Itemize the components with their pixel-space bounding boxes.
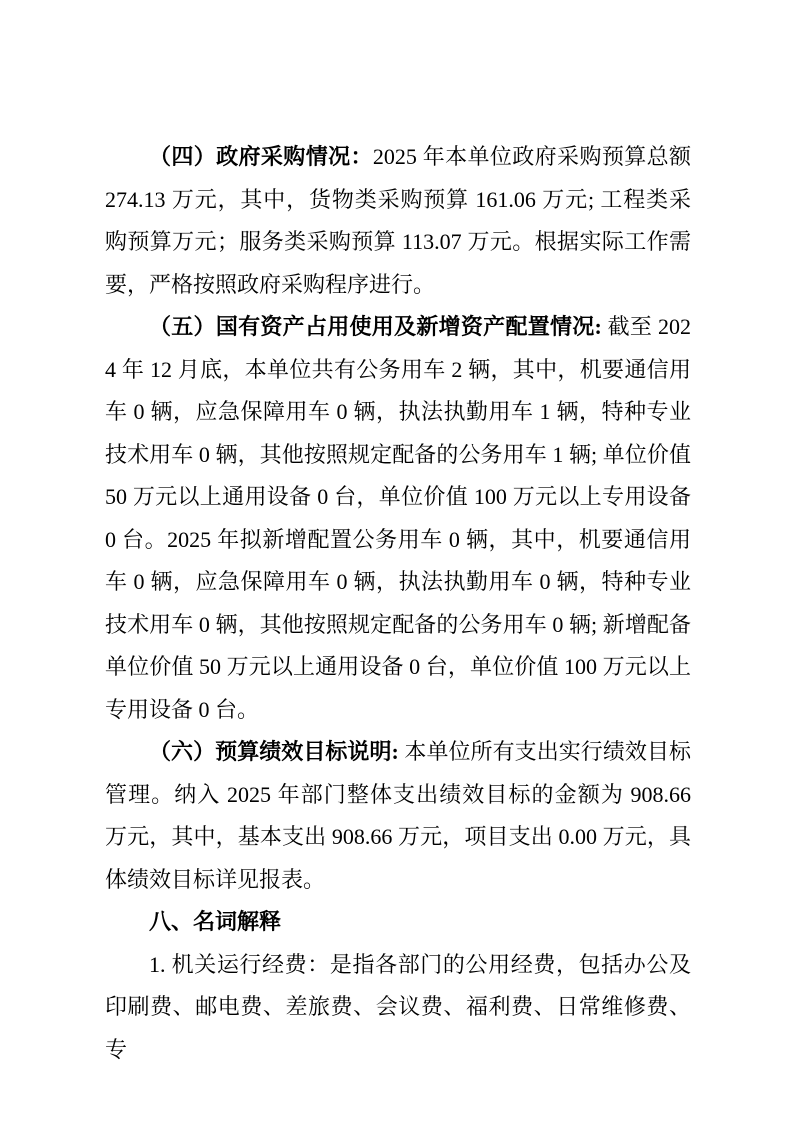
term-body-1: 1. 机关运行经费：是指各部门的公用经费，包括办公及印刷费、邮电费、差旅费、会议费、福利费、日常维修费、专: [105, 951, 691, 1062]
paragraph-body-6: 本单位所有支出实行绩效目标管理。纳入 2025 年部门整体支出绩效目标的金额为 908.66 万元，其中，基本支出 908.66 万元，项目支出 0.00 万元，具体绩效目标详见报表。: [105, 739, 691, 892]
document-content: [105, 136, 691, 1071]
paragraph-body-5: 截至 2024 年 12 月底，本单位共有公务用车 2 辆，其中，机要通信用车 0 辆，应急保障用车 0 辆，执法执勤用车 1 辆，特种专业技术用车 0 辆，其他按照规定配备的公务用车 1 辆; 单位价值 50 万元以上通用设备 0 台，单位价值 100 万元以上专用设备 0 台。2025 年拟新增配置公务用车 0 辆，其中，机要通信用车 0 辆，应急保障用车 0 辆，执法执勤用车 0 辆，特种专业技术用车 0 辆，其他按照规定配备的公务用车 0 辆; 新增配备单位价值 50 万元以上通用设备 0 台，单位价值 100 万元以上专用设备 0 台。: [105, 314, 691, 722]
paragraph-heading-6: （六）预算绩效目标说明:: [149, 739, 399, 764]
paragraph-heading-5: （五）国有资产占用使用及新增资产配置情况:: [149, 314, 602, 339]
paragraph-body-4: 2025 年本单位政府采购预算总额 274.13 万元，其中，货物类采购预算 161.06 万元; 工程类采购预算万元；服务类采购预算 113.07 万元。根据实际工作需要，严格按照政府采购程序进行。: [105, 144, 691, 297]
section-heading-glossary: 八、名词解释: [149, 909, 282, 934]
paragraph-performance-targets: [105, 731, 691, 901]
paragraph-state-assets: [105, 306, 691, 731]
paragraph-government-procurement: [105, 136, 691, 306]
paragraph-heading-4: （四）政府采购情况：: [149, 144, 373, 169]
paragraph-term-agency-operating-expenses: [105, 944, 691, 1072]
